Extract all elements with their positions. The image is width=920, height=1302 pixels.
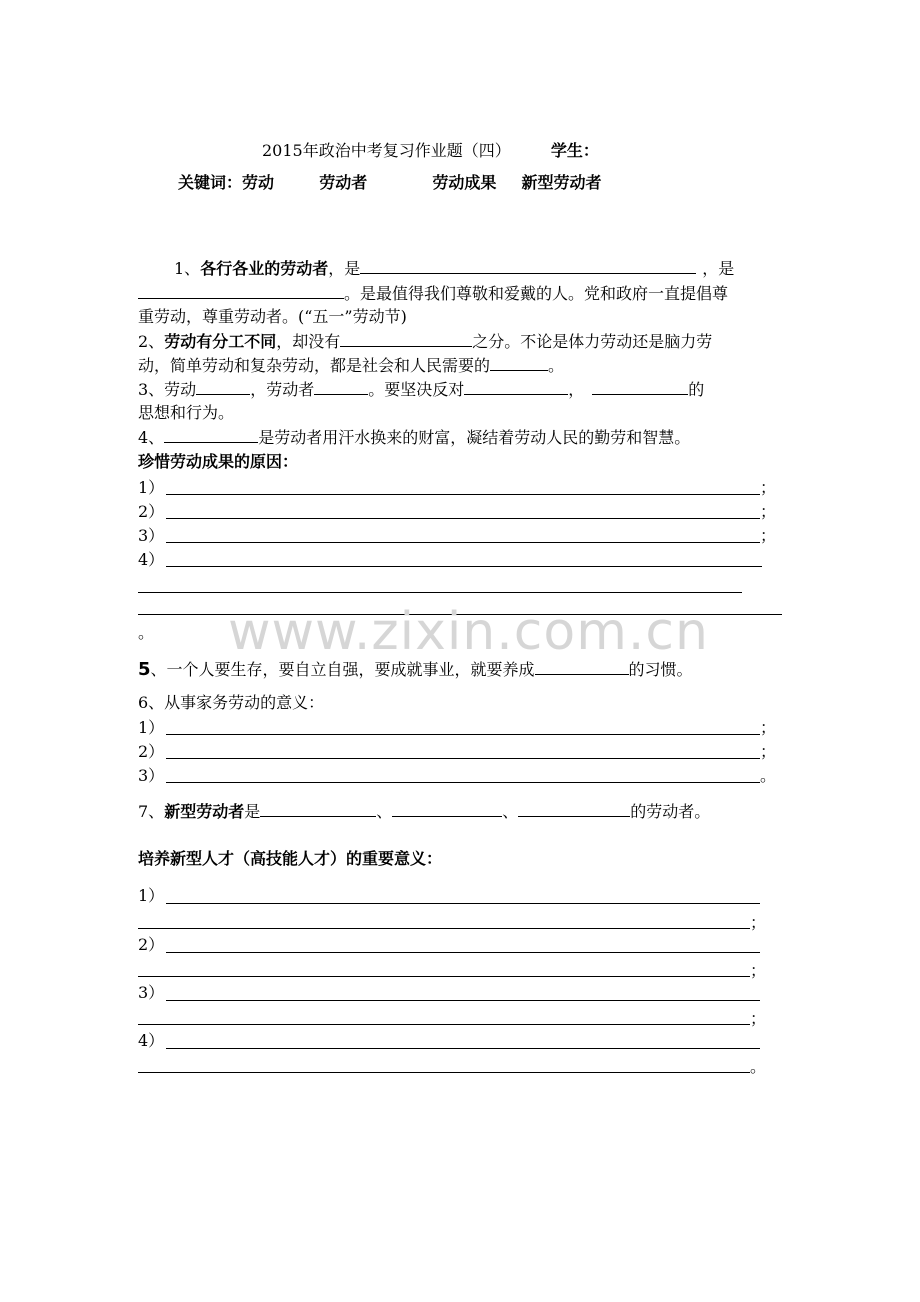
q1-bold-text: 各行各业的劳动者 (200, 259, 329, 278)
reason-3-semicolon: ； (760, 526, 777, 545)
q3-text-2: ，劳动者 (250, 380, 315, 399)
talent-item-4-label: 4） (138, 1031, 165, 1050)
q7-number: 7、 (138, 802, 165, 821)
q6-title: 6、从事家务劳动的意义： (138, 693, 325, 712)
q5-text-end: 的习惯。 (628, 660, 693, 679)
q6-item-2-semicolon: ； (760, 742, 777, 761)
q3-text-3: 。要坚决反对 (368, 380, 465, 399)
talent-item-2-label: 2） (138, 935, 165, 954)
q6-item-3-end: 。 (760, 766, 777, 785)
q6-item-1-semicolon: ； (760, 718, 777, 737)
q6-item-1-label: 1） (138, 718, 165, 737)
q2-line2-end: 。 (548, 356, 565, 375)
reason-4-label: 4） (138, 550, 165, 569)
q6-item-3-line[interactable] (166, 782, 760, 783)
watermark: www.zixin.com.cn (228, 602, 709, 662)
q6-item-3-label: 3） (138, 766, 165, 785)
q7-line (138, 800, 710, 823)
keyword-4: 新型劳动者 (521, 173, 602, 192)
q3-line2: 思想和行为。 (138, 403, 235, 422)
reason-1-line[interactable] (166, 494, 760, 495)
q3-blank-3[interactable] (464, 378, 568, 395)
reason-3-label: 3） (138, 526, 165, 545)
q7-blank-1[interactable] (260, 800, 376, 817)
q6-item-2-label: 2） (138, 742, 165, 761)
q1-line2-text: 。是最值得我们尊敬和爱戴的人。党和政府一直提倡尊 (344, 284, 729, 303)
q3-text-4: ， (568, 380, 585, 399)
q7-blank-3[interactable] (518, 800, 630, 817)
q1-blank-1[interactable] (360, 257, 696, 274)
q2-number: 2、 (138, 332, 165, 351)
talent-item-1-semicolon: ； (750, 913, 767, 932)
reason-1-label: 1） (138, 478, 165, 497)
keyword-3: 劳动成果 (432, 173, 497, 192)
q2-line2-text: 动，简单劳动和复杂劳动，都是社会和人民需要的 (138, 356, 491, 375)
reason-3-line[interactable] (166, 542, 760, 543)
talent-item-3-line-2[interactable] (138, 1024, 750, 1025)
q7-text: 是 (244, 802, 261, 821)
q7-bold-text: 新型劳动者 (164, 802, 245, 821)
keywords-label: 关键词： (178, 173, 243, 192)
reason-2-label: 2） (138, 502, 165, 521)
keyword-1: 劳动 (242, 173, 275, 192)
talent-item-2-line-2[interactable] (138, 976, 750, 977)
keyword-2: 劳动者 (319, 173, 368, 192)
reason-4-end: 。 (138, 623, 155, 642)
q6-item-2-line[interactable] (166, 758, 760, 759)
q4-text: 是劳动者用汗水换来的财富，凝结着劳动人民的勤劳和智慧。 (258, 428, 691, 447)
q7-text-end: 的劳动者。 (630, 802, 711, 821)
q1-blank-2[interactable] (138, 282, 344, 299)
reasons-title: 珍惜劳动成果的原因： (138, 452, 299, 471)
q1-number: 1、 (174, 259, 201, 278)
q5-number: 5 (138, 659, 151, 680)
q4-number: 4、 (138, 428, 165, 447)
q1-text: ，是 (328, 259, 361, 278)
q3-blank-4[interactable] (592, 378, 688, 395)
q1-line3: 重劳动，尊重劳动者。(“五一”劳动节) (138, 307, 407, 326)
q3-line1 (138, 378, 704, 401)
talent-item-3-label: 3） (138, 983, 165, 1002)
q2-line2 (138, 354, 564, 377)
q2-bold-text: 劳动有分工不同 (164, 332, 277, 351)
talent-item-4-line-2[interactable] (138, 1072, 750, 1073)
talent-item-1-line-2[interactable] (138, 928, 750, 929)
q5-line (138, 658, 693, 681)
q2-text: ，却没有 (276, 332, 341, 351)
talent-item-3-semicolon: ； (750, 1009, 767, 1028)
talent-item-4-line-1[interactable] (166, 1048, 760, 1049)
reason-2-semicolon: ； (760, 502, 777, 521)
q7-sep-2: 、 (502, 802, 519, 821)
q2-blank-1[interactable] (340, 330, 472, 347)
q7-blank-2[interactable] (392, 800, 502, 817)
q5-text: 、一个人要生存，要自立自强，要成就事业，就要养成 (150, 660, 535, 679)
document-title (262, 138, 599, 161)
talent-item-2-line-1[interactable] (166, 952, 760, 953)
talent-item-4-end: 。 (750, 1057, 767, 1076)
keywords-line (178, 172, 602, 194)
q4-line1 (138, 426, 690, 449)
title-text: 2015年政治中考复习作业题（四） (262, 141, 511, 160)
talent-item-3-line-1[interactable] (166, 1000, 760, 1001)
q3-text-5: 的 (688, 380, 705, 399)
q7-sep-1: 、 (376, 802, 393, 821)
q1-text-end: ，是 (702, 259, 735, 278)
q3-blank-2[interactable] (314, 378, 368, 395)
talent-title: 培养新型人才（高技能人才）的重要意义： (138, 849, 443, 868)
reason-2-line[interactable] (166, 518, 760, 519)
student-label: 学生： (550, 141, 599, 160)
talent-item-1-line-1[interactable] (166, 903, 760, 904)
talent-item-1-label: 1） (138, 886, 165, 905)
q2-text-end: 之分。不论是体力劳动还是脑力劳 (472, 332, 713, 351)
talent-item-2-semicolon: ； (750, 961, 767, 980)
q6-item-1-line[interactable] (166, 734, 760, 735)
reason-4-line-1[interactable] (166, 566, 762, 567)
q1-line2 (138, 282, 728, 305)
q3-text-1: 3、劳动 (138, 380, 197, 399)
reason-1-semicolon: ； (760, 478, 777, 497)
q5-blank[interactable] (535, 658, 629, 675)
q2-blank-2[interactable] (490, 354, 548, 371)
q4-blank-1[interactable] (164, 426, 258, 443)
q1-line1 (174, 257, 734, 280)
reason-4-line-2[interactable] (138, 592, 742, 593)
q3-blank-1[interactable] (196, 378, 250, 395)
q2-line1 (138, 330, 712, 353)
